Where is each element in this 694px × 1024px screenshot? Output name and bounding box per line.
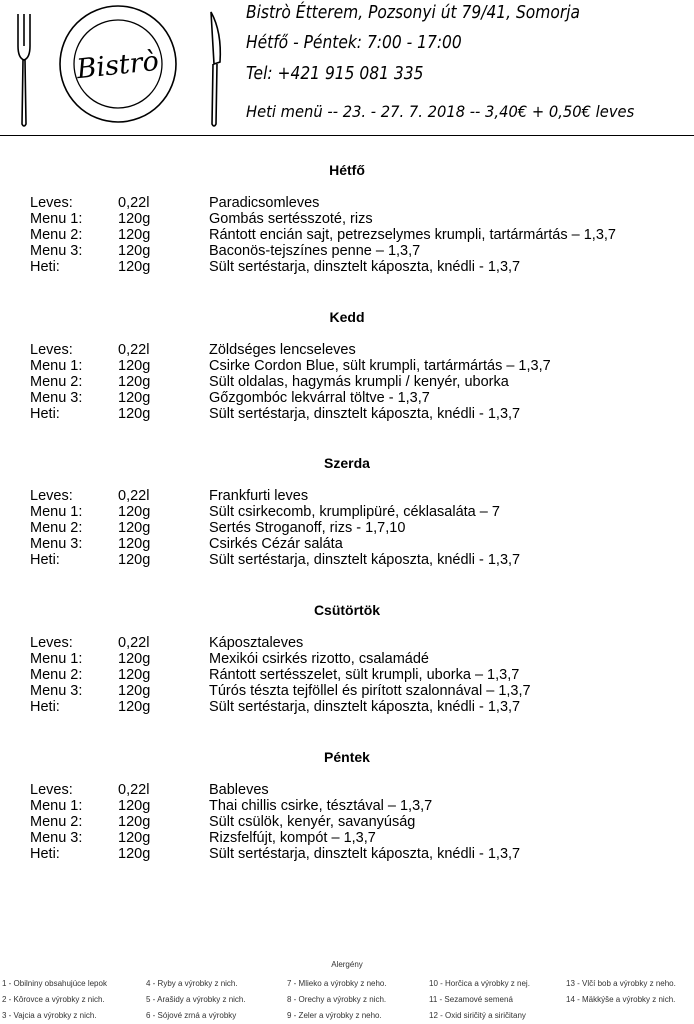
row-dish: Rizsfelfújt, kompót – 1,3,7 <box>209 830 376 847</box>
row-type: Menu 3: <box>30 243 83 260</box>
day-title: Csütörtök <box>313 602 381 618</box>
row-dish: Rántott sertésszelet, sült krumpli, uborka – 1,3,7 <box>209 667 520 684</box>
opening-hours: Hétfő - Péntek: 7:00 - 17:00 <box>246 32 462 53</box>
allergen-item: 5 - Arašidy a výrobky z nich. <box>146 995 246 1004</box>
menu-row <box>0 651 694 667</box>
row-quantity: 120g <box>118 520 151 537</box>
row-dish: Sült sertéstarja, dinsztelt káposzta, knédli - 1,3,7 <box>209 406 521 423</box>
row-quantity: 120g <box>118 830 151 847</box>
menu-row <box>0 520 694 536</box>
row-dish: Rántott encián sajt, petrezselymes krumpli, tartármártás – 1,3,7 <box>209 227 616 244</box>
row-dish: Baconös-tejszínes penne – 1,3,7 <box>209 243 421 260</box>
allergen-item: 1 - Obilniny obsahujúce lepok <box>2 979 107 988</box>
row-dish: Frankfurti leves <box>209 488 309 504</box>
row-type: Menu 3: <box>30 390 83 407</box>
row-dish: Káposztaleves <box>209 635 304 651</box>
row-quantity: 120g <box>118 227 151 244</box>
row-dish: Sertés Stroganoff, rizs - 1,7,10 <box>209 520 406 537</box>
row-type: Menu 1: <box>30 504 83 521</box>
day-title: Péntek <box>324 749 370 765</box>
menu-row <box>0 406 694 422</box>
menu-row <box>0 635 694 651</box>
menu-row <box>0 504 694 520</box>
row-type: Menu 2: <box>30 374 83 391</box>
row-quantity: 120g <box>118 374 151 391</box>
row-quantity: 0,22l <box>118 195 150 211</box>
row-dish: Gombás sertésszoté, rizs <box>209 211 373 228</box>
allergen-item: 6 - Sójové zrná a výrobky <box>146 1011 237 1020</box>
row-type: Menu 1: <box>30 211 83 228</box>
row-dish: Sült oldalas, hagymás krumpli / kenyér, uborka <box>209 374 509 391</box>
row-quantity: 120g <box>118 504 151 521</box>
row-quantity: 0,22l <box>118 782 150 798</box>
row-quantity: 0,22l <box>118 488 150 504</box>
allergen-item: 7 - Mlieko a výrobky z neho. <box>287 979 387 988</box>
row-quantity: 120g <box>118 243 151 260</box>
allergen-item: 13 - Vlčí bob a výrobky z neho. <box>566 979 676 988</box>
menu-row <box>0 358 694 374</box>
row-quantity: 120g <box>118 683 151 700</box>
row-type: Heti: <box>30 846 60 863</box>
menu-row <box>0 488 694 504</box>
menu-row <box>0 814 694 830</box>
row-type: Heti: <box>30 259 60 276</box>
menu-row <box>0 830 694 846</box>
row-type: Menu 1: <box>30 651 83 668</box>
menu-row <box>0 536 694 552</box>
row-quantity: 120g <box>118 814 151 831</box>
row-type: Menu 2: <box>30 814 83 831</box>
allergen-item: 8 - Orechy a výrobky z nich. <box>287 995 387 1004</box>
allergen-item: 14 - Mäkkýše a výrobky z nich. <box>566 995 676 1004</box>
day-title: Szerda <box>324 455 370 471</box>
row-quantity: 120g <box>118 390 151 407</box>
menu-row <box>0 846 694 862</box>
logo-text: Bistrò <box>75 45 161 86</box>
row-dish: Mexikói csirkés rizotto, csalamádé <box>209 651 429 668</box>
menu-row <box>0 243 694 259</box>
row-type: Leves: <box>30 488 73 504</box>
menu-row <box>0 374 694 390</box>
row-dish: Bableves <box>209 782 269 798</box>
row-dish: Thai chillis csirke, tésztával – 1,3,7 <box>209 798 433 815</box>
row-dish: Csirke Cordon Blue, sült krumpli, tartármártás – 1,3,7 <box>209 358 551 375</box>
row-type: Leves: <box>30 195 73 211</box>
row-type: Menu 1: <box>30 358 83 375</box>
day-title: Hétfő <box>329 162 365 178</box>
menu-row <box>0 227 694 243</box>
row-quantity: 120g <box>118 358 151 375</box>
menu-row <box>0 390 694 406</box>
row-quantity: 120g <box>118 211 151 228</box>
row-type: Leves: <box>30 342 73 358</box>
fork-icon <box>18 14 30 126</box>
row-dish: Sült sertéstarja, dinsztelt káposzta, knédli - 1,3,7 <box>209 259 521 276</box>
row-type: Menu 2: <box>30 667 83 684</box>
menu-row <box>0 667 694 683</box>
allergen-item: 12 - Oxid siričitý a siričitany <box>429 1011 526 1020</box>
restaurant-address: Bistrò Étterem, Pozsonyi út 79/41, Somorja <box>246 2 580 23</box>
row-quantity: 120g <box>118 651 151 668</box>
menu-row <box>0 798 694 814</box>
row-type: Heti: <box>30 552 60 569</box>
row-type: Menu 2: <box>30 227 83 244</box>
row-quantity: 120g <box>118 259 151 276</box>
row-quantity: 120g <box>118 552 151 569</box>
row-quantity: 0,22l <box>118 342 150 358</box>
allergen-item: 11 - Sezamové semená <box>429 995 513 1004</box>
allergen-item: 9 - Zeler a výrobky z neho. <box>287 1011 382 1020</box>
menu-row <box>0 699 694 715</box>
menu-row <box>0 552 694 568</box>
row-quantity: 120g <box>118 846 151 863</box>
menu-row <box>0 683 694 699</box>
day-title: Kedd <box>329 309 365 325</box>
phone-number: Tel: +421 915 081 335 <box>246 63 424 84</box>
row-dish: Sült sertéstarja, dinsztelt káposzta, knédli - 1,3,7 <box>209 699 521 716</box>
row-dish: Csirkés Cézár saláta <box>209 536 343 553</box>
row-dish: Sült csirkecomb, krumplipüré, céklasaláta – 7 <box>209 504 500 521</box>
allergen-item: 3 - Vajcia a výrobky z nich. <box>2 1011 97 1020</box>
row-type: Leves: <box>30 635 73 651</box>
row-type: Heti: <box>30 699 60 716</box>
row-quantity: 120g <box>118 798 151 815</box>
row-quantity: 120g <box>118 667 151 684</box>
row-type: Menu 3: <box>30 683 83 700</box>
row-dish: Gőzgombóc lekvárral töltve - 1,3,7 <box>209 390 430 407</box>
row-type: Menu 2: <box>30 520 83 537</box>
allergen-item: 4 - Ryby a výrobky z nich. <box>146 979 238 988</box>
menu-row <box>0 211 694 227</box>
menu-row <box>0 342 694 358</box>
row-type: Menu 1: <box>30 798 83 815</box>
row-dish: Sült sertéstarja, dinsztelt káposzta, knédli - 1,3,7 <box>209 846 521 863</box>
allergen-title: Alergény <box>331 960 363 969</box>
allergen-item: 2 - Kôrovce a výrobky z nich. <box>2 995 105 1004</box>
row-type: Heti: <box>30 406 60 423</box>
row-dish: Túrós tészta tejföllel és pirított szalonnával – 1,3,7 <box>209 683 531 700</box>
menu-row <box>0 195 694 211</box>
row-quantity: 120g <box>118 536 151 553</box>
row-type: Leves: <box>30 782 73 798</box>
row-type: Menu 3: <box>30 830 83 847</box>
row-dish: Paradicsomleves <box>209 195 320 211</box>
allergen-item: 10 - Horčica a výrobky z nej. <box>429 979 530 988</box>
knife-icon <box>211 12 220 126</box>
row-type: Menu 3: <box>30 536 83 553</box>
row-dish: Sült csülök, kenyér, savanyúság <box>209 814 416 831</box>
menu-row <box>0 782 694 798</box>
menu-row <box>0 259 694 275</box>
bistro-logo <box>8 2 230 130</box>
row-dish: Zöldséges lencseleves <box>209 342 356 358</box>
row-quantity: 0,22l <box>118 635 150 651</box>
row-quantity: 120g <box>118 699 151 716</box>
weekly-menu-info: Heti menü -- 23. - 27. 7. 2018 -- 3,40€ + 0,50€ leves <box>246 102 635 121</box>
row-dish: Sült sertéstarja, dinsztelt káposzta, knédli - 1,3,7 <box>209 552 521 569</box>
row-quantity: 120g <box>118 406 151 423</box>
header-divider <box>0 135 694 136</box>
